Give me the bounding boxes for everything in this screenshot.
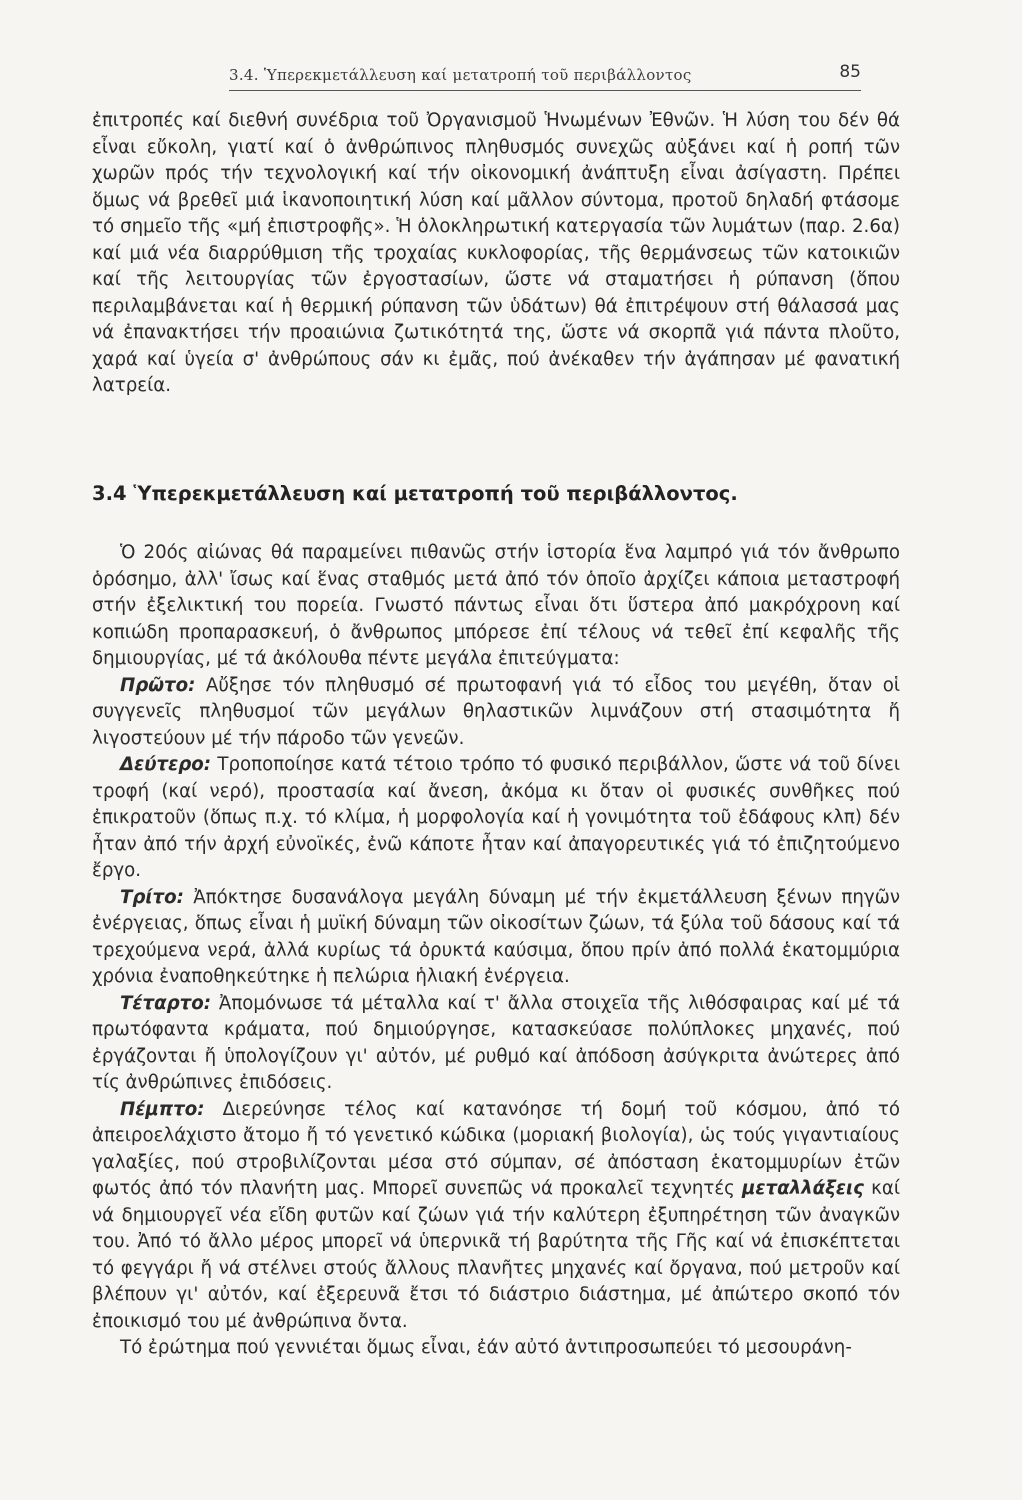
running-header bbox=[229, 62, 861, 91]
item-label: Δεύτερο: bbox=[120, 754, 211, 775]
item-label: Πρῶτο: bbox=[120, 674, 196, 696]
page-number: 85 bbox=[839, 62, 861, 82]
continued-paragraph: ἐπιτροπές καί διεθνή συνέδρια τοῦ Ὀργανισμοῦ Ἡνωμένων Ἐθνῶν. Ἡ λύση του δέν θά εἶναι εὔκολη, γιατί καί ὁ ἀνθρώπινος πληθυσμός συνεχῶς αὐξάνει καί ἡ ροπή τῶν χωρῶν πρός τήν τεχνολογική καί τήν οἰκονομική ἀνάπτυξη εἶναι ἀσίγαστη. Πρέπει ὅμως νά βρεθεῖ μιά ἱκανοποιητική λύση καί μᾶλλον σύντομα, προτοῦ δηλαδή φτάσομε τό σημεῖο τῆς «μή ἐπιστροφῆς». Ἡ ὁλοκληρωτική κατεργασία τῶν λυμάτων (παρ. 2.6α) καί μιά νέα διαρρύθμιση τῆς τροχαίας κυκλοφορίας, τῆς θερμάνσεως τῶν κατοικιῶν καί τῆς λειτουργίας τῶν ἐργοστασίων, ὥστε νά σταματήσει ἡ ρύπανση (ὅπου περιλαμβάνεται καί ἡ θερμική ρύπανση τῶν ὑδάτων) θά ἐπιτρέψουν στή θάλασσά μας νά ἐπανακτήσει τήν προαιώνια ζωτικότητά της, ὥστε νά σκορπᾶ γιά πάντα πλοῦτο, χαρά καί ὑγεία σ' ἀνθρώπους σάν κι ἐμᾶς, πού ἀνέκαθεν τήν ἀγάπησαν μέ φανατική λατρεία. bbox=[92, 110, 900, 396]
section-body bbox=[92, 540, 900, 1362]
item-label: Πέμπτο: bbox=[120, 1098, 205, 1120]
continued-text-block bbox=[92, 108, 900, 400]
list-item-second bbox=[92, 752, 900, 885]
closing-paragraph: Τό ἐρώτημα πού γεννιέται ὅμως εἶναι, ἐάν αὐτό ἀντιπροσωπεύει τό μεσουράνη- bbox=[120, 1337, 852, 1358]
list-item-fifth bbox=[92, 1097, 900, 1336]
list-item-first bbox=[92, 673, 900, 753]
list-item-third bbox=[92, 885, 900, 991]
item-label: Τρίτο: bbox=[120, 886, 184, 908]
item-text-before: Διερεύνησε τέλος καί κατανόησε τή δομή τοῦ κόσμου, ἀπό τό ἀπειροελάχιστο ἄτομο ἤ τό γενετικό κώδικα (μοριακή βιολογία), ὡς τούς γιγαντιαίους γαλαξίες, πού στροβιλίζονται μέσα στό σύμπαν, σέ ἀπόσταση ἑκατομμυρίων ἐτῶν φωτός ἀπό τόν πλανήτη μας. Μπορεῖ συνεπῶς νά προκαλεῖ τεχνητές bbox=[92, 1098, 900, 1199]
item-text: Ἀπόκτησε δυσανάλογα μεγάλη δύναμη μέ τήν ἐκμετάλλευση ξένων πηγῶν ἐνέργειας, ὅπως εἶναι ἡ μυϊκή δύναμη τῶν οἰκοσίτων ζώων, τά ξύλα τοῦ δάσους καί τά τρεχούμενα νερά, ἀλλά κυρίως τά ὀρυκτά καύσιμα, ὅπου πρίν ἀπό πολλά ἑκατομμύρια χρόνια ἐναποθηκεύτηκε ἡ πελώρια ἡλιακή ἐνέργεια. bbox=[92, 886, 900, 987]
section-intro: Ὁ 20ός αἰώνας θά παραμείνει πιθανῶς στήν ἱστορία ἕνα λαμπρό γιά τόν ἄνθρωπο ὁρόσημο, ἀλλ' ἴσως καί ἕνας σταθμός μετά ἀπό τόν ὁποῖο ἀρχίζει κάποια μεταστροφή στήν ἐξελικτική του πορεία. Γνωστό πάντως εἶναι ὅτι ὕστερα ἀπό μακρόχρονη καί κοπιώδη προπαρασκευή, ὁ ἄνθρωπος μπόρεσε ἐπί τέλους νά τεθεῖ ἐπί κεφαλῆς τῆς δημιουργίας, μέ τά ἀκόλουθα πέντε μεγάλα ἐπιτεύγματα: bbox=[92, 542, 900, 669]
section-heading: 3.4 Ὑπερεκμετάλλευση καί μετατροπή τοῦ περιβάλλοντος. bbox=[92, 482, 738, 505]
item-text: Τροποποίησε κατά τέτοιο τρόπο τό φυσικό περιβάλλον, ὥστε νά τοῦ δίνει τροφή (καί νερό), προστασία καί ἄνεση, ἀκόμα κι ὅταν οἱ φυσικές συνθῆκες πού ἐπικρατοῦν (ὅπως π.χ. τό κλίμα, ἡ μορφολογία καί ἡ γονιμότητα τοῦ ἐδάφους κλπ) δέν ἦταν ἀπό τήν ἀρχή εὐνοϊκές, ἐνῶ κάποτε ἦταν καί ἀπαγορευτικές γιά τό ἐπιζητούμενο ἔργο. bbox=[92, 754, 900, 881]
emphasis-term: μεταλλάξεις bbox=[742, 1178, 864, 1199]
item-label: Τέταρτο: bbox=[120, 992, 212, 1014]
item-text-after: καί νά δημιουργεῖ νέα εἴδη φυτῶν καί ζώων γιά τήν καλύτερη ἐξυπηρέτηση τῶν ἀναγκῶν του. Ἀπό τό ἄλλο μέρος μπορεῖ νά ὑπερνικᾶ τή βαρύτητα τῆς Γῆς καί νά ἐπισκέπτεται τό φεγγάρι ἤ νά στέλνει στούς ἄλλους πλανῆτες μηχανές καί ὄργανα, πού μετροῦν καί βλέπουν γι' αὐτόν, καί ἐξερευνᾶ ἔτσι τό διάστριο διάστημα, μέ ἀπώτερο σκοπό τόν ἐποικισμό του μέ ἀνθρώπινα ὄντα. bbox=[92, 1178, 900, 1332]
list-item-fourth bbox=[92, 991, 900, 1097]
running-title: 3.4. Ὑπερεκμετάλλευση καί μετατροπή τοῦ περιβάλλοντος bbox=[229, 66, 692, 84]
item-text: Αὔξησε τόν πληθυσμό σέ πρωτοφανή γιά τό εἶδος του μεγέθη, ὅταν οἱ συγγενεῖς πληθυσμοί τῶν μεγάλων θηλαστικῶν λιμνάζουν στή στασιμότητα ἤ λιγοστεύουν μέ τήν πάροδο τῶν γενεῶν. bbox=[92, 674, 900, 749]
item-text: Ἀπομόνωσε τά μέταλλα καί τ' ἄλλα στοιχεῖα τῆς λιθόσφαιρας καί μέ τά πρωτόφαντα κράματα, πού δημιούργησε, κατασκεύασε πολύπλοκες μηχανές, πού ἐργάζονται ἤ ὑπολογίζουν γι' αὐτόν, μέ ρυθμό καί ἀπόδοση ἀσύγκριτα ἀνώτερες ἀπό τίς ἀνθρώπινες ἐπιδόσεις. bbox=[92, 992, 900, 1093]
